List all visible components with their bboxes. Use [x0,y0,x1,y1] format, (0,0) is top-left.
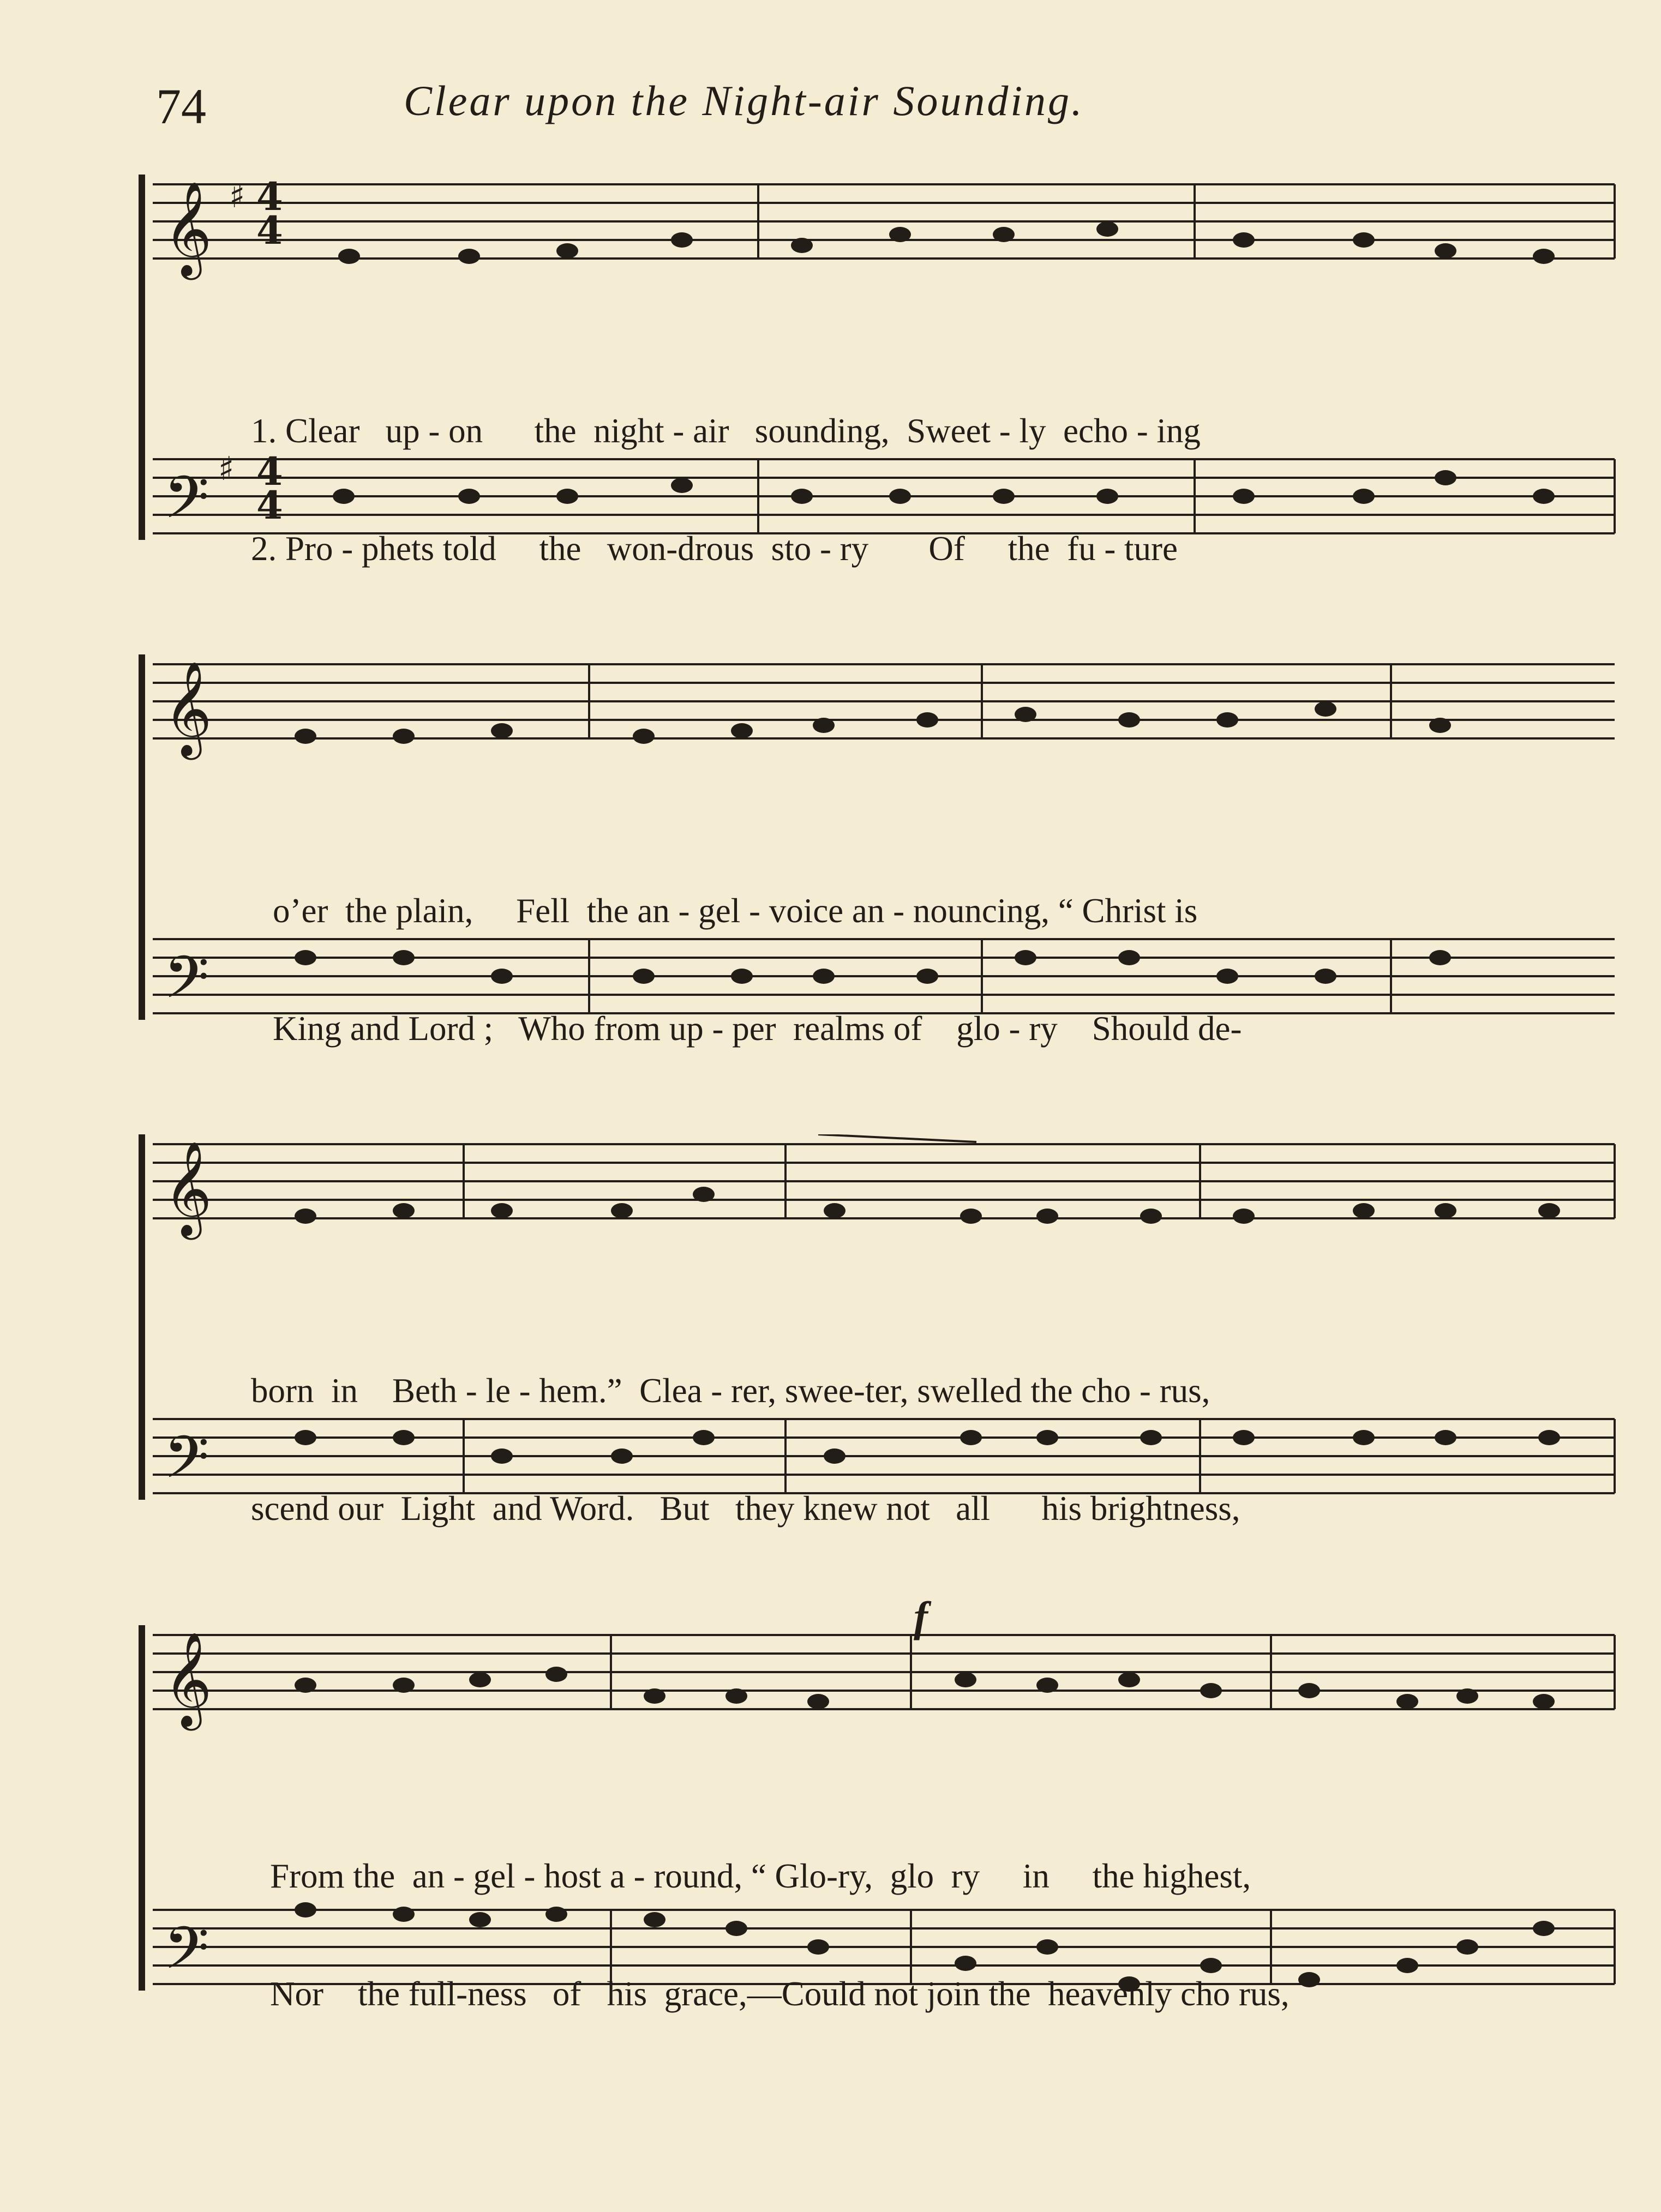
lyric-line-verse-2: 2. Pro - phets told the won-drous sto - ry Of the fu - ture [251,530,1178,568]
lyrics-system-2 [273,813,1647,1127]
time-sig-numerator: 4 [256,449,283,494]
time-signature-bass [256,449,283,528]
lyrics-system-4 [270,1778,1645,2092]
music-system-3 [0,1134,1661,1528]
svg-text:♯: ♯ [218,450,235,488]
hymn-title: Clear upon the Night-air Sounding. [404,77,1084,124]
time-signature-treble [256,174,283,253]
music-system-4 [0,1593,1661,2018]
lyrics-system-3 [251,1293,1626,1607]
lyric-line-verse-2: Nor the full-ness of his grace,—Could not join the heavenly cho rus, [270,1975,1290,2013]
svg-text:𝄢: 𝄢 [164,463,209,545]
forte-marking: f [914,1593,928,1640]
music-system-2 [0,654,1661,1048]
lyric-line-verse-1: born in Beth - le - hem.” Clea - rer, swee-ter, swelled the cho - rus, [251,1372,1210,1410]
svg-text:♯: ♯ [229,177,245,215]
lyric-line-verse-2: King and Lord ; Who from up - per realms of glo - ry Should de- [273,1009,1242,1048]
page-number: 74 [156,79,206,134]
lyric-line-verse-1: o’er the plain, Fell the an - gel - voice an - nouncing, “ Christ is [273,892,1198,930]
time-sig-denominator: 4 [256,483,283,528]
lyric-line-verse-2: scend our Light and Word. But they knew not all his brightness, [251,1489,1240,1528]
lyric-line-verse-1: From the an - gel - host a - round, “ Glo-ry, glo ry in the highest, [270,1857,1251,1895]
music-system-1 [0,175,1661,568]
svg-text:𝄢: 𝄢 [164,1914,209,1997]
time-sig-denominator: 4 [256,208,283,253]
svg-text:𝄢: 𝄢 [164,943,209,1025]
svg-text:𝄞: 𝄞 [164,181,212,276]
lyrics-system-1 [251,333,1626,647]
svg-text:𝄞: 𝄞 [164,1632,212,1727]
svg-text:𝄞: 𝄞 [164,1141,212,1236]
svg-text:𝄞: 𝄞 [164,661,212,756]
time-sig-numerator: 4 [256,174,283,219]
svg-text:𝄢: 𝄢 [164,1423,209,1505]
lyric-line-verse-1: 1. Clear up - on the night - air sounding, Sweet - ly echo - ing [251,412,1201,450]
